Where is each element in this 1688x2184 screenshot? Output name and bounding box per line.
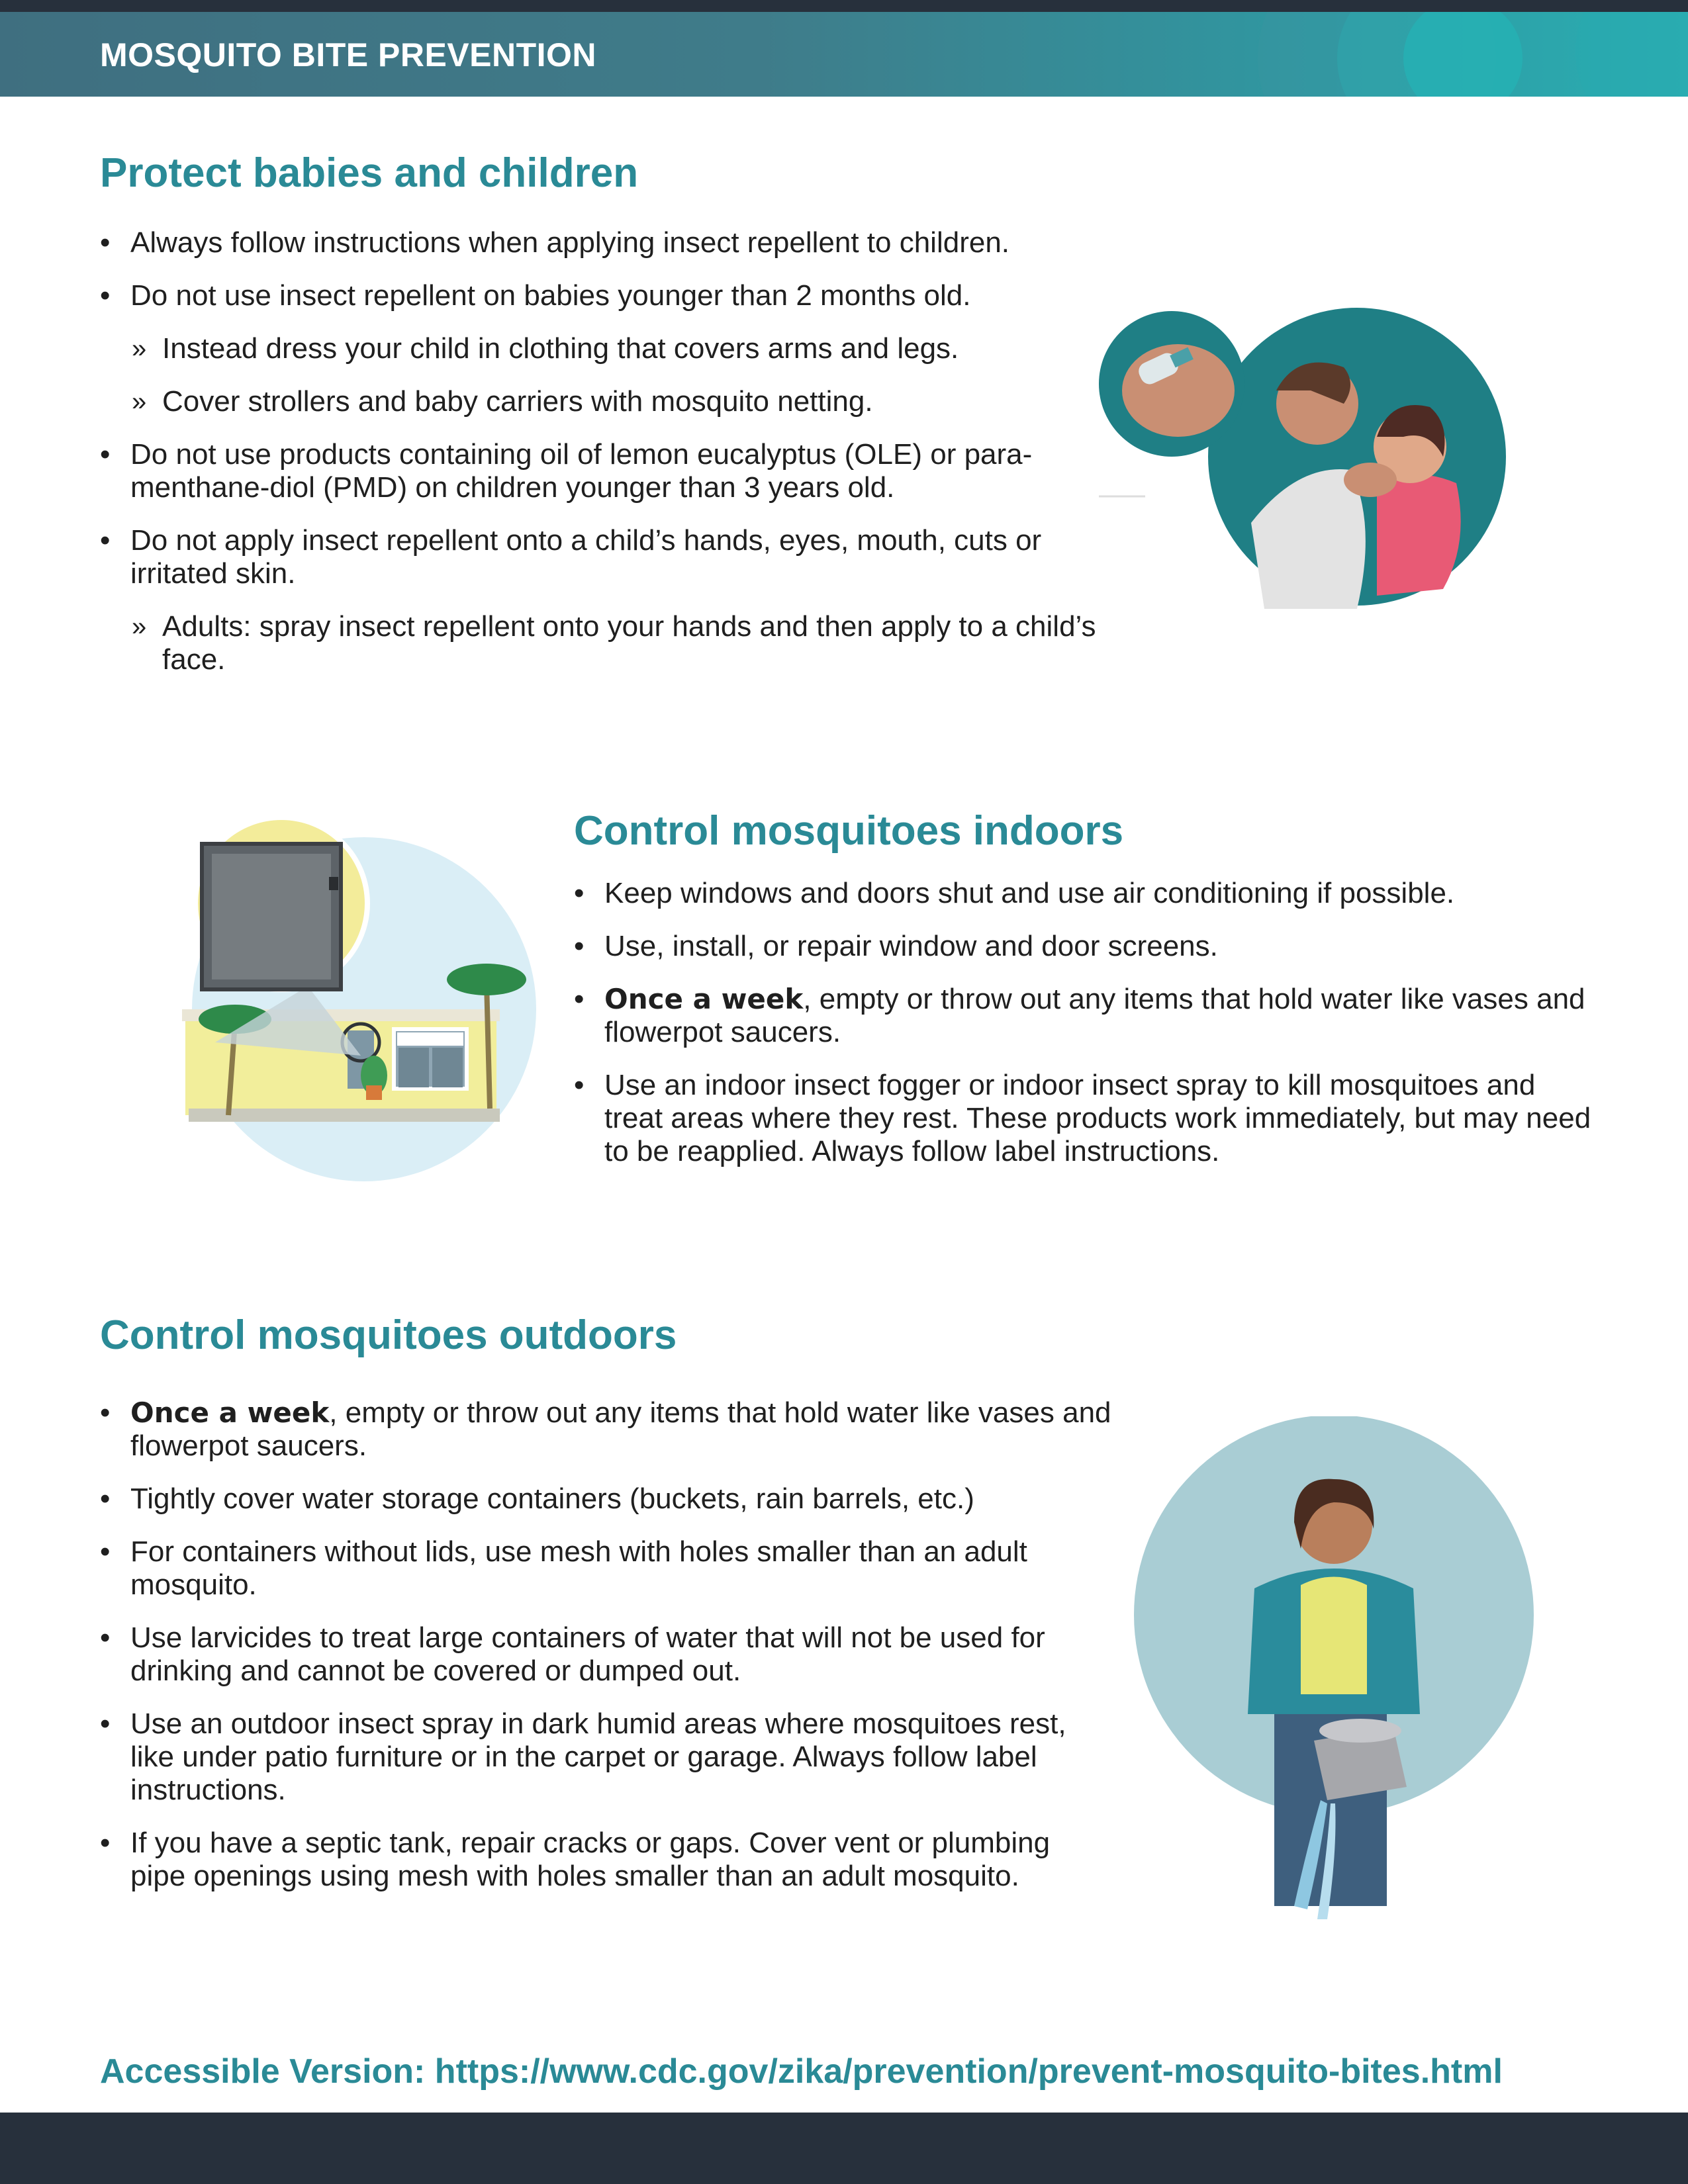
list-item-text: , empty or throw out any items that hold water like vases and flowerpot saucers.: [130, 1396, 1111, 1462]
once-a-week-emphasis: Once a week: [604, 983, 804, 1015]
section-heading-outdoors: Control mosquitoes outdoors: [100, 1312, 677, 1358]
accessible-version-link[interactable]: Accessible Version: https://www.cdc.gov/zika/prevention/prevent-mosquito-bites.html: [100, 2052, 1503, 2091]
once-a-week-emphasis: Once a week: [130, 1396, 330, 1429]
bottom-dark-bar: [0, 2113, 1688, 2184]
list-subitem: » Adults: spray insect repellent onto your hands and then apply to a child’s face.: [100, 610, 1119, 676]
list-item: • Keep windows and doors shut and use air conditioning if possible.: [574, 877, 1593, 910]
header-title: MOSQUITO BITE PREVENTION: [100, 36, 597, 73]
list-item: • Do not use insect repellent on babies younger than 2 months old.: [100, 279, 1119, 312]
decorative-ring: [1575, 12, 1688, 97]
parent-applying-repellent-illustration: [1099, 304, 1509, 609]
list-item: • Use larvicides to treat large containers of water that will not be used for drinking and cannot be covered or dumped out.: [100, 1621, 1113, 1688]
list-item: • Use an indoor insect fogger or indoor insect spray to kill mosquitoes and treat areas where they rest. These products work immediately, but may need to be reapplied. Always follow label instructions.: [574, 1069, 1593, 1168]
list-item: • Use, install, or repair window and door screens.: [574, 930, 1593, 963]
list-item: • If you have a septic tank, repair cracks or gaps. Cover vent or plumbing pipe openings using mesh with holes smaller than an adult mosquito.: [100, 1827, 1113, 1893]
list-item-text: , empty or throw out any items that hold water like vases and flowerpot saucers.: [604, 983, 1585, 1048]
outdoors-list: [100, 1396, 1113, 1913]
list-item: [100, 1396, 1113, 1463]
top-dark-strip: [0, 0, 1688, 12]
list-subitem: » Cover strollers and baby carriers with mosquito netting.: [100, 385, 1119, 418]
list-subitem: » Instead dress your child in clothing that covers arms and legs.: [100, 332, 1119, 365]
list-item: • Always follow instructions when applying insect repellent to children.: [100, 226, 1119, 259]
indoors-list: [574, 877, 1593, 1188]
list-item: • For containers without lids, use mesh with holes smaller than an adult mosquito.: [100, 1535, 1113, 1602]
babies-list: [100, 226, 1119, 696]
list-item: • Tightly cover water storage containers (buckets, rain barrels, etc.): [100, 1482, 1113, 1516]
list-item: • Use an outdoor insect spray in dark humid areas where mosquitoes rest, like under patio furniture or in the carpet or garage. Always follow label instructions.: [100, 1707, 1113, 1807]
section-heading-babies: Protect babies and children: [100, 150, 639, 196]
page-header-banner: [0, 12, 1688, 97]
section-heading-indoors: Control mosquitoes indoors: [574, 808, 1124, 854]
list-item: • Do not use products containing oil of lemon eucalyptus (OLE) or para-menthane-diol (PMD) on children younger than 3 years old.: [100, 438, 1119, 504]
list-item: • Do not apply insect repellent onto a child’s hands, eyes, mouth, cuts or irritated skin.: [100, 524, 1119, 590]
woman-emptying-bucket-illustration: [1129, 1416, 1539, 1919]
house-window-screen-illustration: [175, 817, 546, 1181]
list-item: [574, 983, 1593, 1049]
decorative-ring: [1403, 12, 1523, 97]
